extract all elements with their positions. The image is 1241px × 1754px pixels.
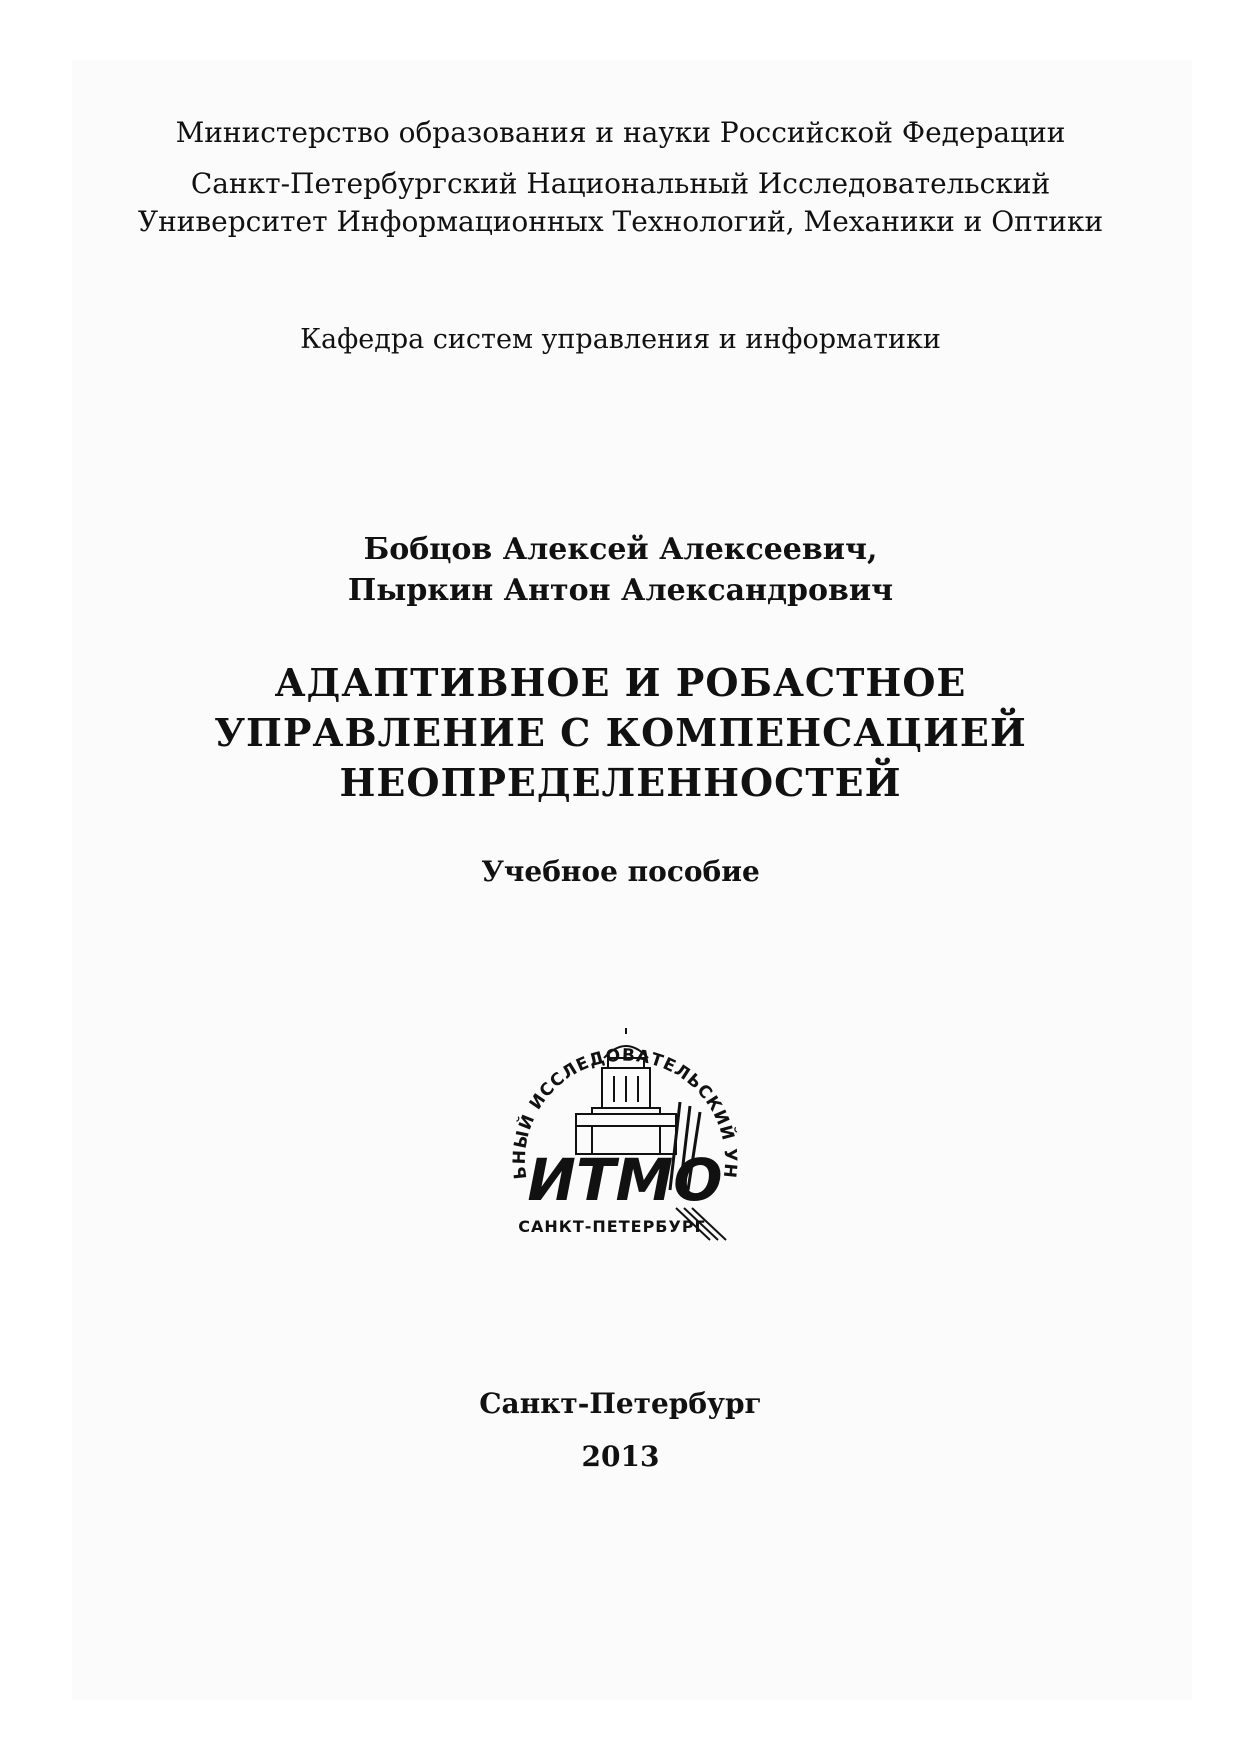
logo-city-text: САНКТ-ПЕТЕРБУРГ <box>518 1217 706 1236</box>
itmo-university-logo <box>480 1000 770 1250</box>
ministry-line: Министерство образования и науки Российской Федерации <box>175 116 1066 149</box>
university-name-line-2: Университет Информационных Технологий, Механики и Оптики <box>137 205 1104 238</box>
book-title-line-1: АДАПТИВНОЕ И РОБАСТНОЕ <box>274 660 967 705</box>
publication-year: 2013 <box>581 1440 660 1473</box>
department-line: Кафедра систем управления и информатики <box>300 324 941 355</box>
logo-brand-text: ИТМО <box>527 1146 723 1214</box>
book-subtitle: Учебное пособие <box>481 855 760 888</box>
book-title-line-2: УПРАВЛЕНИЕ С КОМПЕНСАЦИЕЙ <box>214 710 1027 755</box>
author-1: Бобцов Алексей Алексеевич, <box>363 532 878 567</box>
book-title-line-3: НЕОПРЕДЕЛЕННОСТЕЙ <box>339 760 902 805</box>
publication-city: Санкт-Петербург <box>479 1387 762 1420</box>
logo-arc-text: ЬНЫЙ ИССЛЕДОВАТЕЛЬСКИЙ УН <box>509 1045 741 1181</box>
university-name-line-1: Санкт-Петербургский Национальный Исследовательский <box>190 167 1051 200</box>
author-2: Пыркин Антон Александрович <box>347 573 894 608</box>
